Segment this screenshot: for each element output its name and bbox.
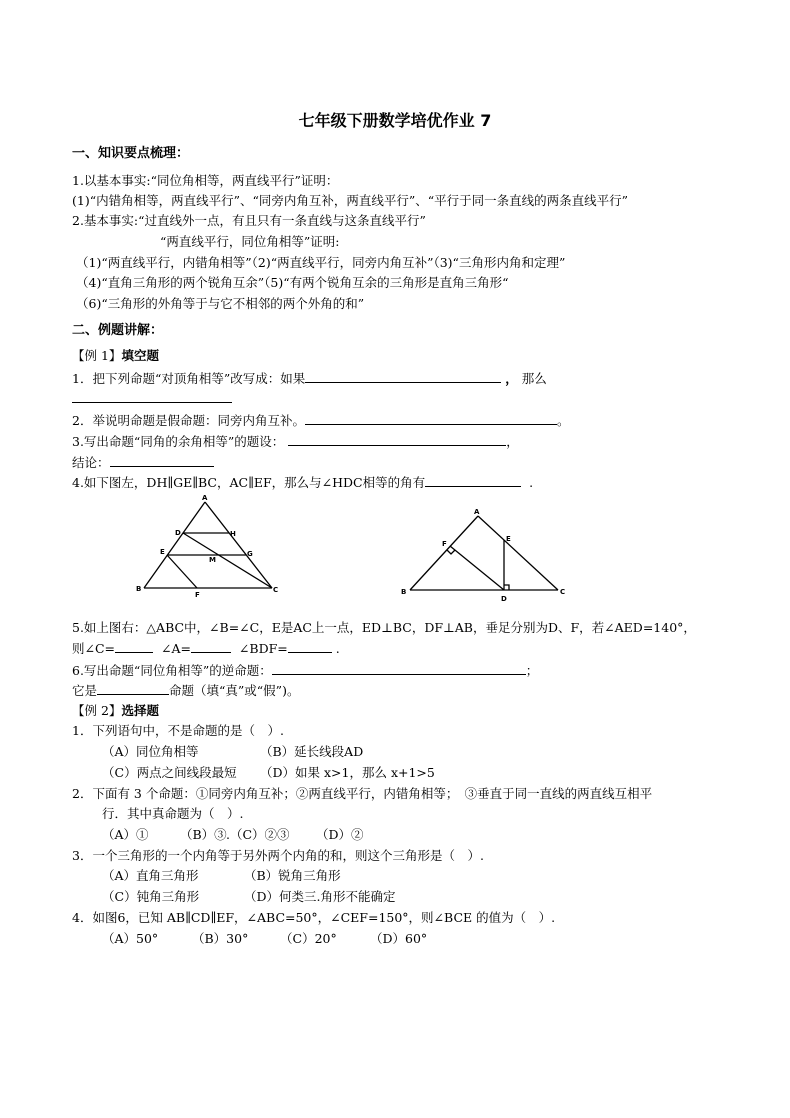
choice-question-2-cont: 行．其中真命题为（ ）. xyxy=(102,806,244,821)
label-d: D xyxy=(175,529,181,537)
choice-3-row-1 xyxy=(102,868,341,884)
question-2-text: 2．举说明命题是假命题：同旁内角互补。 xyxy=(72,413,305,428)
question-1-comma: ， xyxy=(505,371,518,386)
option-a[interactable]: （A）同位角相等 xyxy=(102,744,199,759)
question-6-end: ； xyxy=(525,663,539,678)
answer-blank[interactable] xyxy=(288,433,506,446)
answer-blank[interactable] xyxy=(425,474,521,487)
answer-blank[interactable] xyxy=(305,370,501,383)
answer-blank[interactable] xyxy=(191,640,231,653)
label-d: D xyxy=(501,595,507,603)
question-3 xyxy=(72,433,519,450)
right-angle-mark-f xyxy=(447,550,455,554)
example-2-name: 选择题 xyxy=(121,703,159,718)
answer-blank[interactable] xyxy=(272,662,526,675)
label-c: C xyxy=(560,588,566,596)
example-1-tag: 【例 1】 xyxy=(72,348,122,363)
figure-right xyxy=(398,506,572,604)
question-2 xyxy=(72,412,569,429)
question-6-hint: 命题（填“真”或“假”)。 xyxy=(169,683,300,698)
example-2-tag: 【例 2】 xyxy=(72,703,122,718)
knowledge-line-1: 1.以基本事实:“同位角相等，两直线平行”证明： xyxy=(72,173,339,188)
question-6 xyxy=(72,662,538,679)
option-a[interactable]: （A）① xyxy=(102,827,149,842)
knowledge-line-4: “两直线平行，同位角相等”证明: xyxy=(160,234,340,249)
answer-blank[interactable] xyxy=(115,640,153,653)
knowledge-line-6: （4)“直角三角形的两个锐角互余”（5)“有两个锐角互余的三角形是直角三角形“ xyxy=(76,275,509,290)
label-c: C xyxy=(273,586,279,594)
option-b[interactable]: （B）锐角三角形 xyxy=(244,868,341,883)
knowledge-line-5: （1)“两直线平行，内错角相等”（2)“两直线平行，同旁内角互补”（3)“三角形内角和定理” xyxy=(76,255,566,270)
question-3-text: 3.写出命题“同角的余角相等”的题设： xyxy=(72,434,285,449)
section-2-heading: 二、例题讲解： xyxy=(72,323,164,338)
segment-df xyxy=(450,546,504,590)
knowledge-line-7: （6)“三角形的外角等于与它不相邻的两个外角的和” xyxy=(76,296,365,311)
label-h: H xyxy=(230,530,236,538)
question-5-a: ∠A= xyxy=(160,641,191,656)
option-c[interactable]: （C）两点之间线段最短 xyxy=(102,765,237,780)
label-f: F xyxy=(442,540,447,548)
choice-question-1: 1．下列语句中，不是命题的是（ ）. xyxy=(72,723,284,738)
label-a: A xyxy=(202,494,208,502)
knowledge-line-2: (1)“内错角相等，两直线平行”、“同旁内角互补，两直线平行”、“平行于同一条直线的两条直线平行” xyxy=(72,193,629,208)
question-5-blanks xyxy=(72,640,340,657)
answer-blank[interactable] xyxy=(72,390,232,403)
label-m: M xyxy=(209,556,216,564)
label-f: F xyxy=(195,591,200,598)
question-4-end: . xyxy=(529,475,534,490)
option-c[interactable]: .（C）②③ xyxy=(226,827,290,842)
choice-3-row-2 xyxy=(102,889,396,905)
label-b: B xyxy=(401,588,407,596)
edge-ab xyxy=(410,516,478,590)
question-5-c: 则∠C= xyxy=(72,641,116,656)
question-4 xyxy=(72,474,533,491)
question-1 xyxy=(72,370,547,387)
answer-blank[interactable] xyxy=(110,454,214,467)
example-2-header xyxy=(72,703,159,719)
answer-blank[interactable] xyxy=(288,640,332,653)
question-6-line2 xyxy=(72,682,299,699)
option-b[interactable]: （B）③ xyxy=(180,827,227,842)
question-5: 5.如上图右：△ABC中，∠B=∠C，E是AC上一点，ED⊥BC，DF⊥AB，垂足分别为D、F，若∠AED=140°， xyxy=(72,620,696,635)
segment-dc xyxy=(183,533,272,588)
question-1-line2 xyxy=(72,390,232,407)
choice-2-options xyxy=(102,827,364,843)
knowledge-line-3: 2.基本事实:“过直线外一点，有且只有一条直线与这条直线平行” xyxy=(72,213,426,228)
question-1-then: 那么 xyxy=(521,371,547,386)
label-g: G xyxy=(247,550,253,558)
option-d[interactable]: （D）60° xyxy=(370,931,428,946)
label-e: E xyxy=(160,548,165,556)
label-b: B xyxy=(136,585,142,593)
question-6-it-is: 它是 xyxy=(72,683,98,698)
example-1-name: 填空题 xyxy=(121,348,159,363)
option-a[interactable]: （A）直角三角形 xyxy=(102,868,199,883)
question-3-conclusion xyxy=(72,454,214,471)
choice-1-row-1 xyxy=(102,744,363,760)
option-c[interactable]: （C）20° xyxy=(280,931,337,946)
option-d[interactable]: （D）何类三.角形不能确定 xyxy=(244,889,396,904)
label-e: E xyxy=(506,535,511,543)
segment-ef xyxy=(167,555,197,588)
question-5-bdf: ∠BDF= xyxy=(238,641,288,656)
option-b[interactable]: （B）30° xyxy=(192,931,249,946)
option-a[interactable]: （A）50° xyxy=(102,931,159,946)
choice-4-options xyxy=(102,931,427,947)
answer-blank[interactable] xyxy=(97,682,169,695)
label-a: A xyxy=(474,508,480,516)
question-5-end: . xyxy=(335,641,340,656)
answer-blank[interactable] xyxy=(305,412,557,425)
option-d[interactable]: （D）如果 x>1，那么 x+1>5 xyxy=(260,765,435,780)
question-3-end: ， xyxy=(506,434,519,449)
option-d[interactable]: （D）② xyxy=(316,827,364,842)
right-angle-mark-d xyxy=(504,585,509,590)
question-6-text: 6.写出命题“同位角相等”的逆命题： xyxy=(72,663,272,678)
question-4-text: 4.如下图左，DH∥GE∥BC，AC∥EF，那么与∠HDC相等的角有 xyxy=(72,475,426,490)
figure-left xyxy=(132,494,282,598)
example-1-header xyxy=(72,348,159,364)
option-c[interactable]: （C）钝角三角形 xyxy=(102,889,200,904)
choice-question-2: 2．下面有 3 个命题：①同旁内角互补；②两直线平行，内错角相等； ③垂直于同一直线的两直线互相平 xyxy=(72,786,653,801)
page-title: 七年级下册数学培优作业 7 xyxy=(298,111,492,130)
edge-ab xyxy=(144,502,205,588)
edge-ac xyxy=(205,502,272,588)
question-1-text: 1．把下列命题“对顶角相等”改写成：如果 xyxy=(72,371,306,386)
question-2-end: 。 xyxy=(556,413,570,428)
choice-question-3: 3．一个三角形的一个内角等于另外两个内角的和，则这个三角形是（ ）. xyxy=(72,848,484,863)
section-1-heading: 一、知识要点梳理： xyxy=(72,146,190,161)
question-3-conclusion-label: 结论： xyxy=(72,455,110,470)
choice-1-row-2 xyxy=(102,765,435,781)
choice-question-4: 4．如图6，已知 AB∥CD∥EF，∠ABC=50°，∠CEF=150°，则∠BCE 的值为（ ）. xyxy=(72,910,556,925)
option-b[interactable]: （B）延长线段AD xyxy=(260,744,364,759)
